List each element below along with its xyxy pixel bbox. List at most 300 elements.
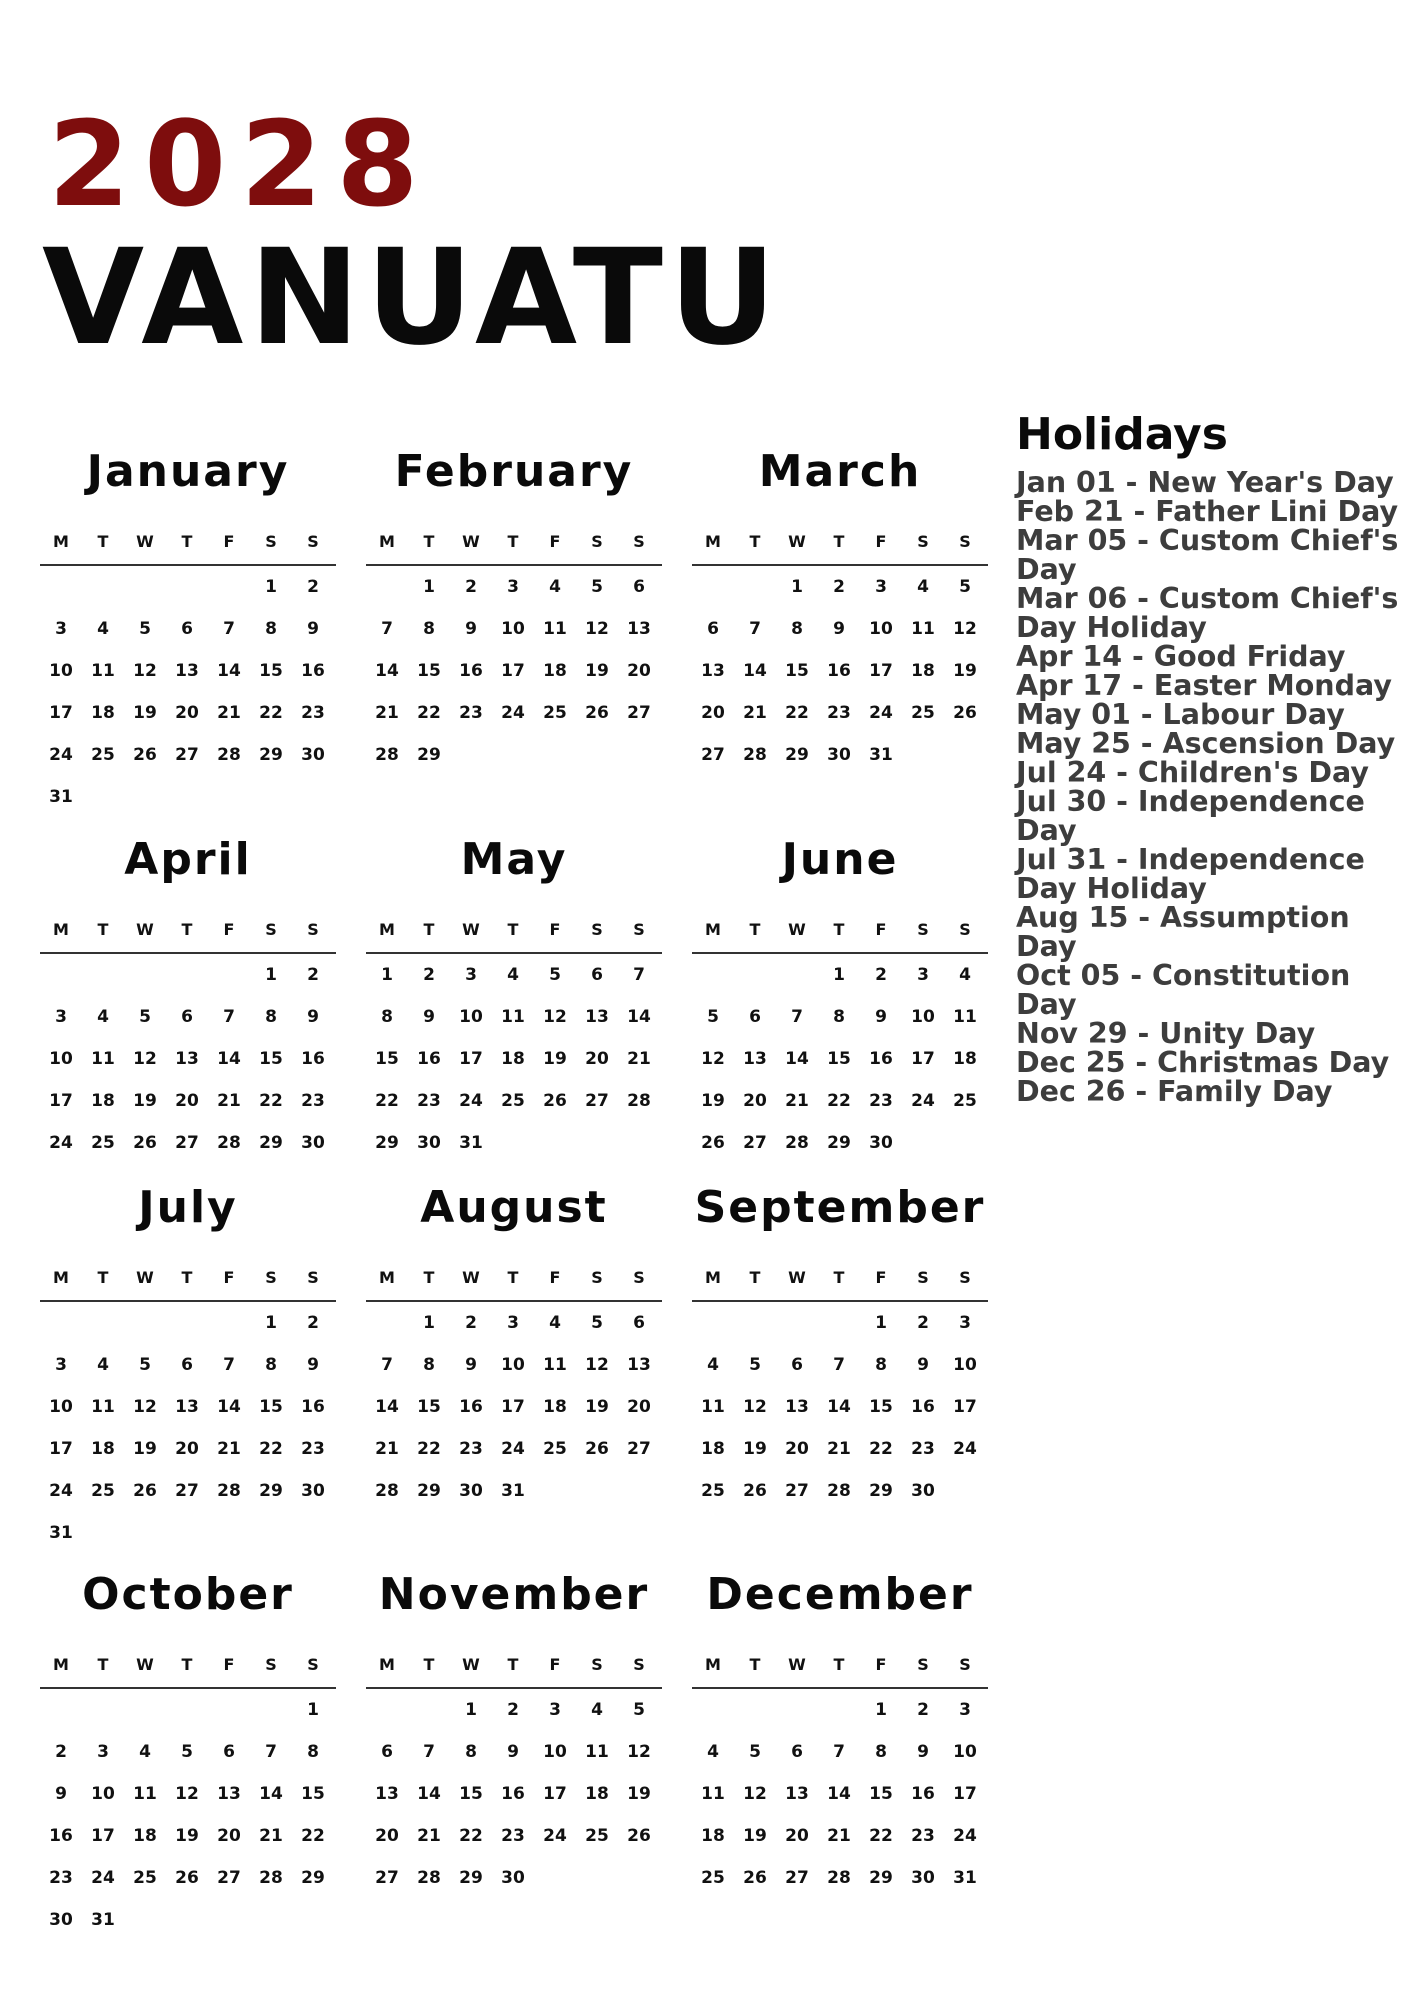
day-cell: 22 (869, 1826, 893, 1846)
day-cell: 25 (91, 1481, 115, 1501)
day-cell: 26 (701, 1133, 725, 1153)
weekday-label: T (97, 1655, 109, 1674)
day-cell: 16 (301, 1049, 325, 1069)
day-cell: 19 (743, 1826, 767, 1846)
month-title: April (124, 834, 252, 885)
day-cell: 1 (423, 1313, 435, 1333)
weekday-header (366, 532, 662, 556)
day-cell: 17 (953, 1397, 977, 1417)
day-cell: 16 (911, 1397, 935, 1417)
weekday-label: T (423, 920, 435, 939)
day-cell: 31 (869, 745, 893, 765)
day-cell: 9 (307, 1007, 319, 1027)
holiday-item: May 25 - Ascension Day (1016, 727, 1396, 761)
day-cell: 9 (307, 619, 319, 639)
day-cell: 25 (91, 1133, 115, 1153)
day-cell: 11 (91, 1397, 115, 1417)
weekday-label: W (788, 1655, 806, 1674)
day-cell: 15 (259, 1397, 283, 1417)
country-title: VANUATU (42, 221, 783, 375)
day-cell: 8 (265, 619, 277, 639)
holiday-item: Nov 29 - Unity Day (1016, 1017, 1316, 1051)
day-cell: 28 (743, 745, 767, 765)
day-cell: 9 (507, 1742, 519, 1762)
weekday-label: S (591, 1655, 603, 1674)
weekday-label: F (875, 1655, 887, 1674)
day-cell: 17 (501, 661, 525, 681)
weekday-label: M (705, 532, 721, 551)
day-cell: 8 (791, 619, 803, 639)
day-cell: 31 (49, 1523, 73, 1543)
weekday-label: M (53, 1655, 69, 1674)
day-cell: 4 (707, 1742, 719, 1762)
weekday-label: F (875, 1268, 887, 1287)
day-cell: 26 (133, 745, 157, 765)
day-cell: 15 (417, 661, 441, 681)
day-cell: 13 (785, 1784, 809, 1804)
weekday-label: T (181, 532, 193, 551)
day-cell: 7 (223, 619, 235, 639)
weekday-header (40, 532, 336, 556)
day-cell: 11 (91, 1049, 115, 1069)
day-cell: 28 (827, 1481, 851, 1501)
day-cell: 12 (543, 1007, 567, 1027)
day-cell: 28 (375, 1481, 399, 1501)
day-cell: 19 (585, 1397, 609, 1417)
day-cell: 25 (953, 1091, 977, 1111)
day-cell: 28 (217, 1481, 241, 1501)
day-cell: 12 (133, 661, 157, 681)
day-cell: 28 (375, 745, 399, 765)
day-cell: 16 (49, 1826, 73, 1846)
day-cell: 15 (459, 1784, 483, 1804)
day-cell: 30 (459, 1481, 483, 1501)
weekday-label: T (423, 1655, 435, 1674)
day-cell: 26 (585, 703, 609, 723)
day-cell: 1 (265, 577, 277, 597)
weekday-header (40, 1655, 336, 1679)
day-cell: 29 (301, 1868, 325, 1888)
day-cell: 9 (307, 1355, 319, 1375)
day-cell: 20 (375, 1826, 399, 1846)
day-cell: 26 (133, 1481, 157, 1501)
day-cell: 15 (259, 661, 283, 681)
weekday-label: S (265, 1655, 277, 1674)
day-cell: 24 (459, 1091, 483, 1111)
weekday-header (40, 920, 336, 944)
day-cell: 29 (417, 745, 441, 765)
day-cell: 18 (91, 1091, 115, 1111)
weekday-label: W (788, 1268, 806, 1287)
day-cell: 12 (627, 1742, 651, 1762)
day-cell: 7 (381, 1355, 393, 1375)
holiday-item: Feb 21 - Father Lini Day (1016, 495, 1399, 529)
day-cell: 21 (827, 1439, 851, 1459)
day-cell: 3 (55, 619, 67, 639)
day-cell: 17 (49, 1091, 73, 1111)
day-cell: 22 (301, 1826, 325, 1846)
header-divider (40, 952, 336, 954)
day-cell: 7 (833, 1355, 845, 1375)
day-cell: 7 (833, 1742, 845, 1762)
day-cell: 6 (181, 1007, 193, 1027)
day-cell: 18 (501, 1049, 525, 1069)
day-cell: 27 (743, 1133, 767, 1153)
header-divider (692, 952, 988, 954)
holiday-item: Apr 17 - Easter Monday (1016, 669, 1392, 703)
day-cell: 4 (591, 1700, 603, 1720)
day-cell: 8 (465, 1742, 477, 1762)
day-cell: 8 (875, 1355, 887, 1375)
day-cell: 29 (827, 1133, 851, 1153)
day-cell: 23 (301, 1091, 325, 1111)
weekday-label: S (265, 532, 277, 551)
day-cell: 11 (585, 1742, 609, 1762)
header-divider (366, 564, 662, 566)
day-cell: 25 (543, 1439, 567, 1459)
day-cell: 2 (833, 577, 845, 597)
day-cell: 20 (627, 661, 651, 681)
day-cell: 3 (549, 1700, 561, 1720)
day-cell: 3 (917, 965, 929, 985)
day-cell: 18 (701, 1439, 725, 1459)
month-title: May (460, 834, 568, 885)
day-cell: 22 (417, 1439, 441, 1459)
weekday-label: T (97, 920, 109, 939)
day-cell: 10 (953, 1742, 977, 1762)
day-cell: 18 (91, 1439, 115, 1459)
day-cell: 4 (917, 577, 929, 597)
day-cell: 15 (785, 661, 809, 681)
day-cell: 1 (791, 577, 803, 597)
day-cell: 15 (417, 1397, 441, 1417)
weekday-label: W (462, 1268, 480, 1287)
weekday-label: F (549, 920, 561, 939)
weekday-label: M (705, 1655, 721, 1674)
weekday-label: S (265, 1268, 277, 1287)
day-cell: 6 (181, 619, 193, 639)
day-cell: 26 (133, 1133, 157, 1153)
day-cell: 21 (785, 1091, 809, 1111)
day-cell: 25 (133, 1868, 157, 1888)
day-cell: 1 (307, 1700, 319, 1720)
day-cell: 10 (91, 1784, 115, 1804)
day-cell: 11 (133, 1784, 157, 1804)
day-cell: 18 (543, 661, 567, 681)
day-cell: 7 (423, 1742, 435, 1762)
day-cell: 4 (707, 1355, 719, 1375)
day-cell: 19 (133, 1091, 157, 1111)
weekday-label: S (591, 532, 603, 551)
day-cell: 4 (97, 619, 109, 639)
day-cell: 20 (175, 1091, 199, 1111)
day-cell: 2 (55, 1742, 67, 1762)
day-cell: 6 (381, 1742, 393, 1762)
day-cell: 2 (465, 577, 477, 597)
weekday-label: T (833, 920, 845, 939)
day-cell: 14 (259, 1784, 283, 1804)
day-cell: 6 (749, 1007, 761, 1027)
holiday-item: May 01 - Labour Day (1016, 698, 1345, 732)
weekday-label: W (462, 532, 480, 551)
day-cell: 3 (507, 577, 519, 597)
calendar-year: 2028 (48, 95, 433, 233)
header-divider (40, 1300, 336, 1302)
day-cell: 9 (917, 1355, 929, 1375)
day-cell: 15 (375, 1049, 399, 1069)
day-cell: 3 (55, 1355, 67, 1375)
day-cell: 23 (49, 1868, 73, 1888)
weekday-label: T (423, 1268, 435, 1287)
day-cell: 8 (265, 1355, 277, 1375)
day-cell: 3 (97, 1742, 109, 1762)
day-cell: 2 (917, 1313, 929, 1333)
day-cell: 12 (133, 1397, 157, 1417)
day-cell: 13 (175, 1049, 199, 1069)
day-cell: 12 (133, 1049, 157, 1069)
day-cell: 9 (423, 1007, 435, 1027)
day-cell: 16 (301, 1397, 325, 1417)
day-cell: 10 (869, 619, 893, 639)
day-cell: 15 (301, 1784, 325, 1804)
day-cell: 8 (423, 1355, 435, 1375)
day-cell: 5 (749, 1742, 761, 1762)
weekday-label: S (959, 920, 971, 939)
day-cell: 28 (217, 745, 241, 765)
weekday-header (692, 920, 988, 944)
weekday-label: F (549, 532, 561, 551)
holiday-item: Jan 01 - New Year's Day (1016, 466, 1394, 500)
weekday-label: S (591, 920, 603, 939)
weekday-label: S (917, 1268, 929, 1287)
weekday-label: M (705, 920, 721, 939)
holiday-item: Oct 05 - Constitution Day (1016, 959, 1351, 1022)
holidays-title: Holidays (1016, 409, 1228, 460)
day-cell: 21 (217, 703, 241, 723)
day-cell: 20 (785, 1439, 809, 1459)
month-june (692, 834, 988, 1238)
day-cell: 13 (785, 1397, 809, 1417)
weekday-label: M (53, 920, 69, 939)
day-cell: 14 (417, 1784, 441, 1804)
day-cell: 24 (91, 1868, 115, 1888)
day-cell: 12 (743, 1784, 767, 1804)
month-title: October (82, 1569, 294, 1620)
header-divider (692, 1300, 988, 1302)
month-november (366, 1569, 662, 1973)
day-cell: 5 (139, 1007, 151, 1027)
day-cell: 24 (501, 703, 525, 723)
day-cell: 28 (827, 1868, 851, 1888)
day-cell: 24 (953, 1439, 977, 1459)
day-cell: 9 (55, 1784, 67, 1804)
day-cell: 30 (301, 745, 325, 765)
day-cell: 11 (953, 1007, 977, 1027)
weekday-label: M (379, 1268, 395, 1287)
day-cell: 14 (785, 1049, 809, 1069)
month-february (366, 446, 662, 850)
day-cell: 31 (501, 1481, 525, 1501)
day-cell: 13 (375, 1784, 399, 1804)
holiday-item: Mar 06 - Custom Chief's Day Holiday (1016, 582, 1399, 645)
day-cell: 26 (627, 1826, 651, 1846)
day-cell: 19 (175, 1826, 199, 1846)
weekday-header (366, 1268, 662, 1292)
day-cell: 13 (701, 661, 725, 681)
day-cell: 23 (417, 1091, 441, 1111)
weekday-label: S (307, 1268, 319, 1287)
day-cell: 6 (791, 1742, 803, 1762)
day-cell: 24 (49, 1133, 73, 1153)
day-cell: 22 (827, 1091, 851, 1111)
day-cell: 15 (827, 1049, 851, 1069)
day-cell: 22 (785, 703, 809, 723)
day-cell: 22 (259, 1091, 283, 1111)
weekday-label: M (379, 1655, 395, 1674)
day-cell: 17 (911, 1049, 935, 1069)
month-march (692, 446, 988, 850)
day-cell: 9 (875, 1007, 887, 1027)
day-cell: 23 (827, 703, 851, 723)
month-title: November (378, 1569, 650, 1620)
day-cell: 29 (417, 1481, 441, 1501)
weekday-label: S (633, 1268, 645, 1287)
day-cell: 6 (591, 965, 603, 985)
day-cell: 9 (833, 619, 845, 639)
day-cell: 6 (707, 619, 719, 639)
weekday-label: W (462, 920, 480, 939)
day-cell: 16 (417, 1049, 441, 1069)
day-cell: 25 (91, 745, 115, 765)
weekday-label: T (833, 532, 845, 551)
day-cell: 10 (49, 1049, 73, 1069)
weekday-label: F (223, 532, 235, 551)
day-cell: 16 (501, 1784, 525, 1804)
day-cell: 31 (459, 1133, 483, 1153)
day-cell: 21 (259, 1826, 283, 1846)
day-cell: 17 (459, 1049, 483, 1069)
month-december (692, 1569, 988, 1973)
day-cell: 8 (307, 1742, 319, 1762)
day-cell: 30 (911, 1481, 935, 1501)
day-cell: 9 (465, 619, 477, 639)
day-cell: 23 (911, 1439, 935, 1459)
day-cell: 26 (585, 1439, 609, 1459)
day-cell: 4 (507, 965, 519, 985)
day-cell: 10 (911, 1007, 935, 1027)
day-cell: 17 (953, 1784, 977, 1804)
day-cell: 18 (911, 661, 935, 681)
day-cell: 24 (911, 1091, 935, 1111)
day-cell: 25 (701, 1868, 725, 1888)
day-cell: 7 (265, 1742, 277, 1762)
month-january (40, 446, 336, 850)
day-cell: 29 (375, 1133, 399, 1153)
day-cell: 28 (627, 1091, 651, 1111)
weekday-label: W (136, 920, 154, 939)
day-cell: 27 (585, 1091, 609, 1111)
header-divider (366, 1300, 662, 1302)
day-cell: 19 (627, 1784, 651, 1804)
day-cell: 30 (417, 1133, 441, 1153)
day-cell: 10 (49, 661, 73, 681)
day-cell: 16 (301, 661, 325, 681)
day-cell: 1 (423, 577, 435, 597)
day-cell: 3 (959, 1313, 971, 1333)
day-cell: 21 (217, 1439, 241, 1459)
day-cell: 5 (591, 577, 603, 597)
day-cell: 16 (869, 1049, 893, 1069)
day-cell: 30 (301, 1481, 325, 1501)
day-cell: 1 (265, 1313, 277, 1333)
day-cell: 9 (465, 1355, 477, 1375)
day-cell: 5 (633, 1700, 645, 1720)
day-cell: 2 (307, 1313, 319, 1333)
day-cell: 20 (627, 1397, 651, 1417)
day-cell: 12 (743, 1397, 767, 1417)
header-divider (692, 1687, 988, 1689)
day-cell: 13 (175, 1397, 199, 1417)
weekday-label: S (959, 532, 971, 551)
day-cell: 29 (785, 745, 809, 765)
day-cell: 18 (701, 1826, 725, 1846)
day-cell: 29 (869, 1868, 893, 1888)
day-cell: 4 (97, 1007, 109, 1027)
month-may (366, 834, 662, 1238)
day-cell: 1 (833, 965, 845, 985)
day-cell: 13 (627, 619, 651, 639)
day-cell: 29 (869, 1481, 893, 1501)
day-cell: 29 (259, 1481, 283, 1501)
day-cell: 24 (49, 1481, 73, 1501)
day-cell: 26 (743, 1868, 767, 1888)
day-cell: 14 (827, 1784, 851, 1804)
day-cell: 18 (953, 1049, 977, 1069)
day-cell: 14 (217, 1049, 241, 1069)
weekday-label: S (959, 1268, 971, 1287)
weekday-label: S (307, 920, 319, 939)
day-cell: 10 (543, 1742, 567, 1762)
day-cell: 19 (585, 661, 609, 681)
weekday-label: T (749, 920, 761, 939)
day-cell: 29 (259, 1133, 283, 1153)
weekday-label: T (181, 1655, 193, 1674)
month-august (366, 1182, 662, 1586)
header-divider (40, 1687, 336, 1689)
day-cell: 3 (465, 965, 477, 985)
day-cell: 17 (91, 1826, 115, 1846)
day-cell: 22 (459, 1826, 483, 1846)
day-cell: 27 (627, 703, 651, 723)
day-cell: 6 (223, 1742, 235, 1762)
day-cell: 27 (175, 745, 199, 765)
day-cell: 11 (701, 1397, 725, 1417)
day-cell: 3 (959, 1700, 971, 1720)
day-cell: 29 (259, 745, 283, 765)
day-cell: 10 (49, 1397, 73, 1417)
day-cell: 18 (91, 703, 115, 723)
day-cell: 7 (633, 965, 645, 985)
weekday-header (366, 920, 662, 944)
day-cell: 21 (375, 1439, 399, 1459)
day-cell: 24 (953, 1826, 977, 1846)
day-cell: 31 (91, 1910, 115, 1930)
day-cell: 21 (827, 1826, 851, 1846)
weekday-label: W (462, 1655, 480, 1674)
weekday-label: T (749, 1655, 761, 1674)
day-cell: 19 (133, 1439, 157, 1459)
holiday-item: Dec 26 - Family Day (1016, 1075, 1333, 1109)
